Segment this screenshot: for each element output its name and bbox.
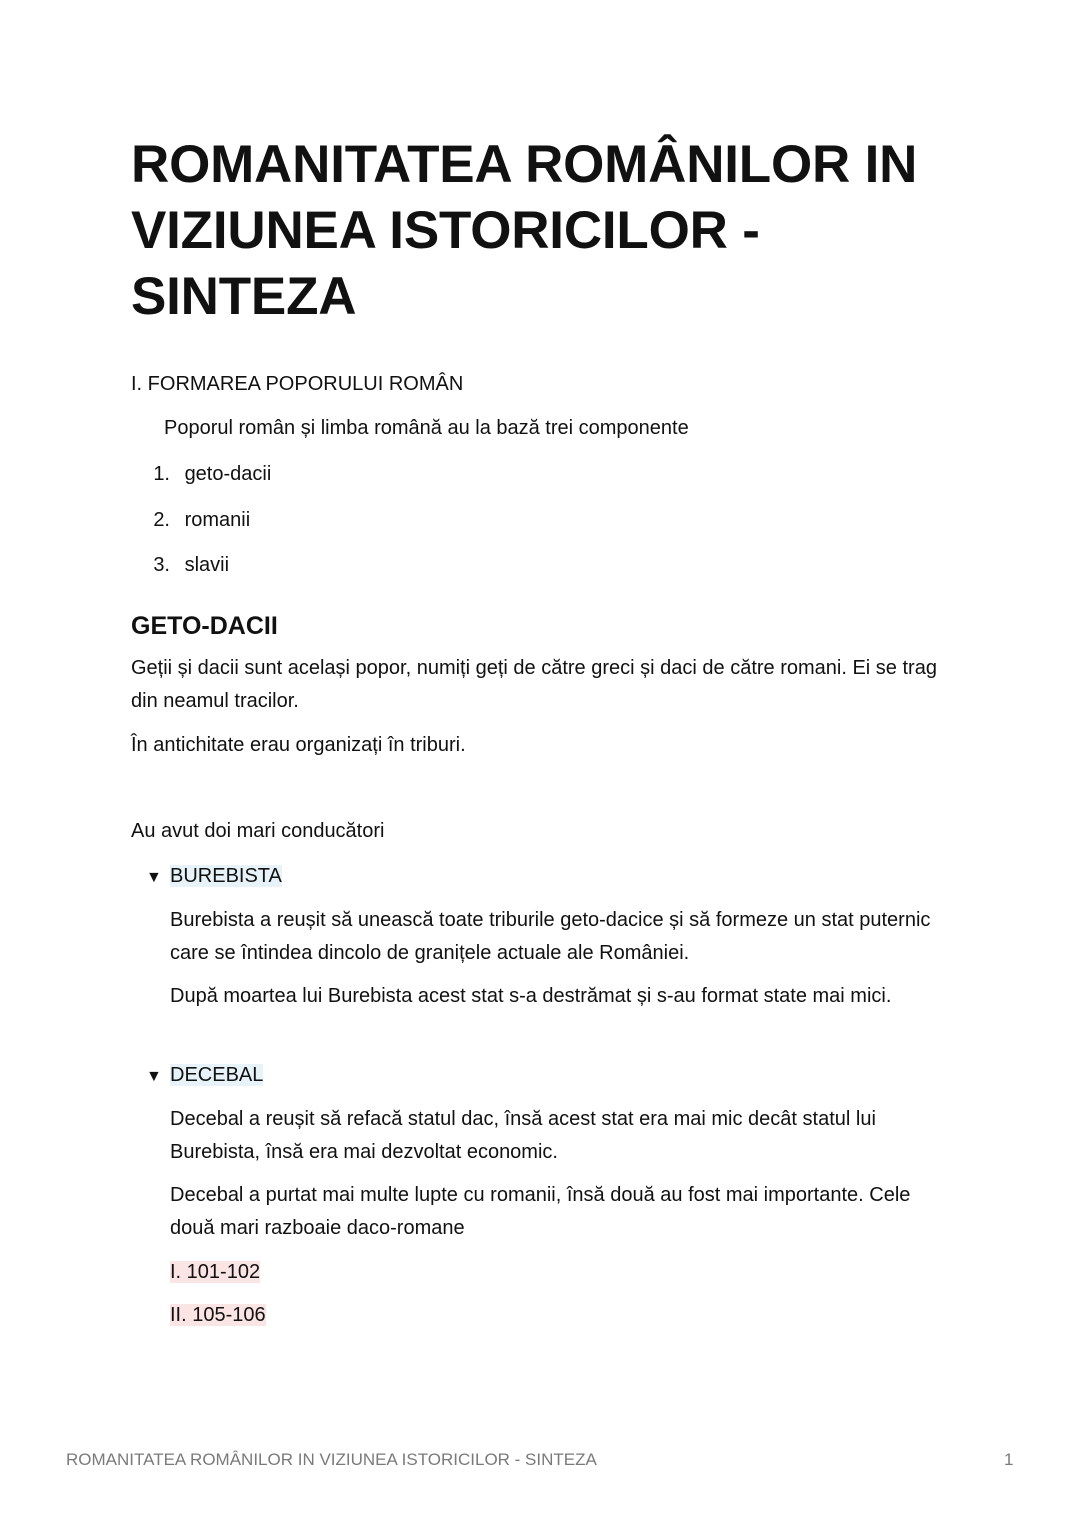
toggle-arrow-icon[interactable]: ▼: [146, 1068, 162, 1085]
intro-paragraph: Poporul român și limba română au la bază trei componente: [164, 417, 689, 439]
list-text: romanii: [184, 508, 251, 531]
war-item-1: [170, 1256, 960, 1289]
toggle-decebal[interactable]: [146, 1061, 263, 1091]
page-title: ROMANITATEA ROMÂNILOR IN VIZIUNEA ISTORICILOR - SINTEZA: [131, 135, 918, 326]
toggle-label: DECEBAL: [170, 1064, 264, 1086]
list-item: [131, 506, 271, 534]
getodacii-paragraph-2: În antichitate erau organizați în triburi.: [131, 734, 466, 756]
toggle-label: BUREBISTA: [170, 865, 282, 887]
war-item-2: [170, 1299, 960, 1332]
list-text: geto-dacii: [184, 463, 272, 485]
list-number: 1.: [153, 463, 170, 485]
getodacii-heading: GETO-DACII: [131, 612, 278, 640]
list-text: slavii: [184, 554, 230, 576]
war-label: I. 101-102: [170, 1261, 261, 1283]
getodacii-paragraph-1: Geții și dacii sunt același popor, numiți geți de către greci și daci de către romani. Ei se trag din neamul tracilor.: [131, 657, 937, 712]
toggle-arrow-icon[interactable]: ▼: [146, 869, 162, 886]
footer-title: ROMANITATEA ROMÂNILOR IN VIZIUNEA ISTORICILOR - SINTEZA: [66, 1450, 597, 1469]
list-number: 3.: [153, 554, 170, 576]
war-label: II. 105-106: [170, 1304, 266, 1326]
getodacii-paragraph-3: Au avut doi mari conducători: [131, 820, 385, 842]
page-number: 1: [1004, 1450, 1014, 1469]
burebista-paragraph-2: După moartea lui Burebista acest stat s-a destrămat și s-au format state mai mici.: [170, 985, 892, 1007]
list-number: 2.: [153, 508, 170, 531]
toggle-burebista[interactable]: [146, 862, 282, 892]
decebal-paragraph-1: Decebal a reușit să refacă statul dac, însă acest stat era mai mic decât statul lui Burebista, însă era mai dezvoltat economic.: [170, 1108, 876, 1163]
burebista-paragraph-1: Burebista a reușit să unească toate triburile geto-dacice și să formeze un stat puternic care se întindea dincolo de granițele actuale ale României.: [170, 909, 931, 964]
decebal-paragraph-2: Decebal a purtat mai multe lupte cu romanii, însă două au fost mai importante. Cele două mari razboaie daco-romane: [170, 1184, 911, 1239]
section-heading: I. FORMAREA POPORULUI ROMÂN: [131, 373, 464, 395]
list-item: [131, 551, 271, 579]
list-item: [131, 460, 271, 488]
components-list: [131, 460, 271, 597]
